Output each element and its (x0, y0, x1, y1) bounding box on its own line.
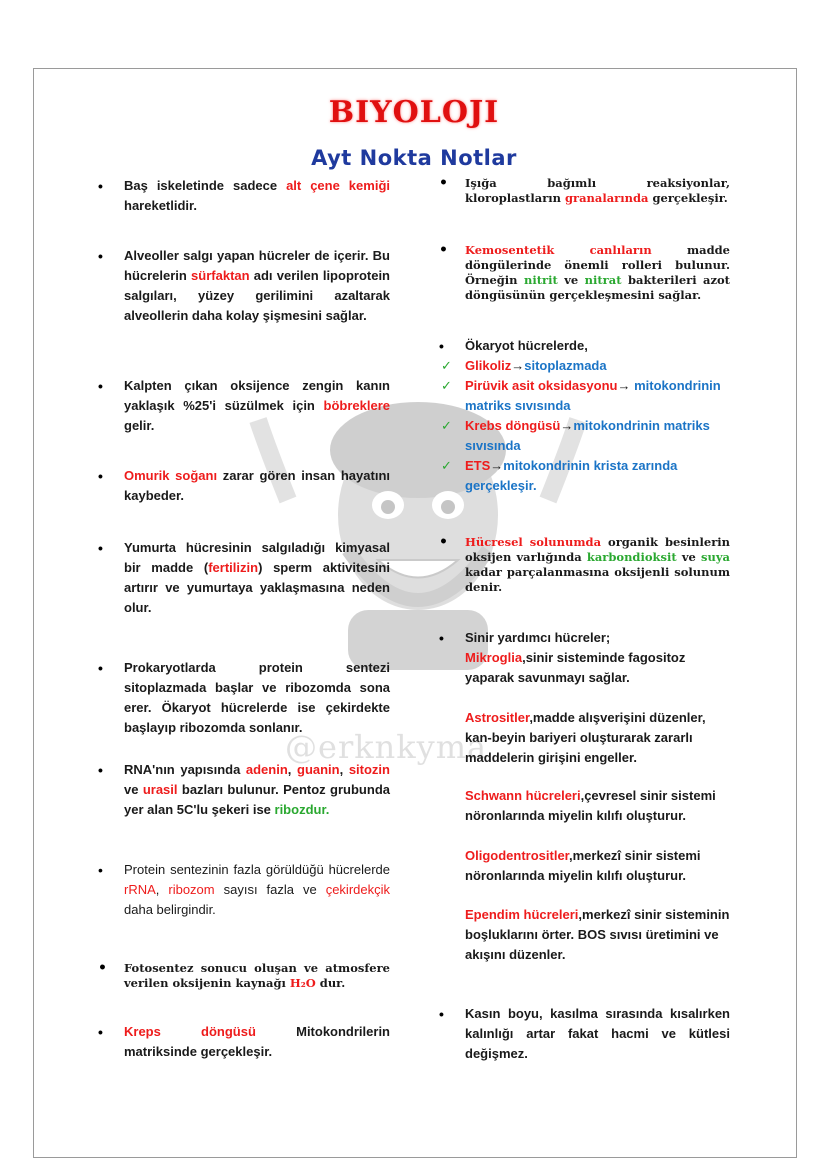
note-left-1: • Baş iskeletinde sadece alt çene kemiği hareketlidir. (124, 176, 390, 216)
note-left-2: • Alveoller salgı yapan hücreler de içerir. Bu hücrelerin sürfaktan adı verilen lipoprotein salgıları, yüzey gerilimini azaltarak alveollerin daha kolay şişmesini sağlar. (124, 246, 390, 326)
check-item-krebs: ✓ Krebs döngüsü→mitokondrinin matriks sıvısında (441, 418, 710, 453)
glia-schwann: Schwann hücreleri,çevresel sinir sistemi nöronlarında miyelin kılıfı oluşturur. (465, 788, 716, 823)
note-left-7: • RNA'nın yapısında adenin, guanin, sitozin ve urasil bazları bulunur. Pentoz grubunda yer alan 5C'lu şekeri ise ribozdur. (124, 760, 390, 820)
note-right-6: • Kasın boyu, kasılma sırasında kısalırken kalınlığı artar fakat hacmi ve kütlesi değişmez. (465, 1004, 730, 1064)
note-left-3: • Kalpten çıkan oksijence zengin kanın yaklaşık %25'i süzülmek için böbreklere gelir. (124, 376, 390, 436)
glia-astrositler: Astrositler,madde alışverişini düzenler, kan-beyin bariyeri oluşturarak zararlı maddelerin girişini engeller. (465, 710, 706, 765)
glia-mikroglia: Mikroglia,sinir sisteminde fagositoz yaparak savunmayı sağlar. (465, 650, 686, 685)
check-icon: ✓ (441, 418, 452, 433)
note-right-2: • Kemosentetik canlıların madde döngülerinde önemli rolleri bulunur. Örneğin nitrit ve nitrat bakterileri azot döngüsünün gerçekleşmesini sağlar. (465, 243, 730, 303)
note-left-9: • Fotosentez sonucu oluşan ve atmosfere verilen oksijenin kaynağı H₂O dur. (124, 961, 390, 991)
watermark: @erknkyma (285, 728, 488, 766)
note-right-4: • Hücresel solunumda organik besinlerin oksijen varlığında karbondioksit ve suya kadar parçalanmasına oksijenli solunum denir. (465, 535, 730, 595)
note-left-8: • Protein sentezinin fazla görüldüğü hücrelerde rRNA, ribozom sayısı fazla ve çekirdekçik daha belirgindir. (124, 860, 390, 920)
note-left-4: • Omurik soğanı zarar gören insan hayatını kaybeder. (124, 466, 390, 506)
glia-oligodentrositler: Oligodentrositler,merkezî sinir sistemi nöronlarında miyelin kılıfı oluşturur. (465, 848, 701, 883)
note-left-5: • Yumurta hücresinin salgıladığı kimyasal bir madde (fertilizin) sperm aktivitesini artırır ve yumurtaya yaklaşmasına neden olur. (124, 538, 390, 618)
check-icon: ✓ (441, 358, 452, 373)
check-icon: ✓ (441, 458, 452, 473)
page-title: BIYOLOJI (328, 95, 500, 130)
note-left-10: • Kreps döngüsü Mitokondrilerin matriksinde gerçekleşir. (124, 1022, 390, 1062)
note-right-3-head: • Ökaryot hücrelerde, (465, 336, 730, 356)
note-right-5-head: • Sinir yardımcı hücreler; (465, 628, 730, 648)
glia-ependim: Ependim hücreleri,merkezî sinir sisteminin boşluklarını örter. BOS sıvısı üretimini ve akışını düzenler. (465, 907, 730, 962)
check-item-piruvik: ✓ Pirüvik asit oksidasyonu→ mitokondrinin matriks sıvısında (441, 378, 721, 413)
note-left-6: • Prokaryotlarda protein sentezi sitoplazmada başlar ve ribozomda sona erer. Ökaryot hücrelerde ise çekirdekte başlayıp ribozomda sonlanır. (124, 658, 390, 738)
check-icon: ✓ (441, 378, 452, 393)
check-item-ets: ✓ ETS→mitokondrinin krista zarında gerçekleşir. (441, 458, 678, 493)
check-item-glikoliz: ✓ Glikoliz→sitoplazmada (465, 356, 730, 376)
page-subtitle: Ayt Nokta Notlar (311, 146, 517, 170)
note-right-1: • Işığa bağımlı reaksiyonlar, kloroplastların granalarında gerçekleşir. (465, 176, 730, 206)
